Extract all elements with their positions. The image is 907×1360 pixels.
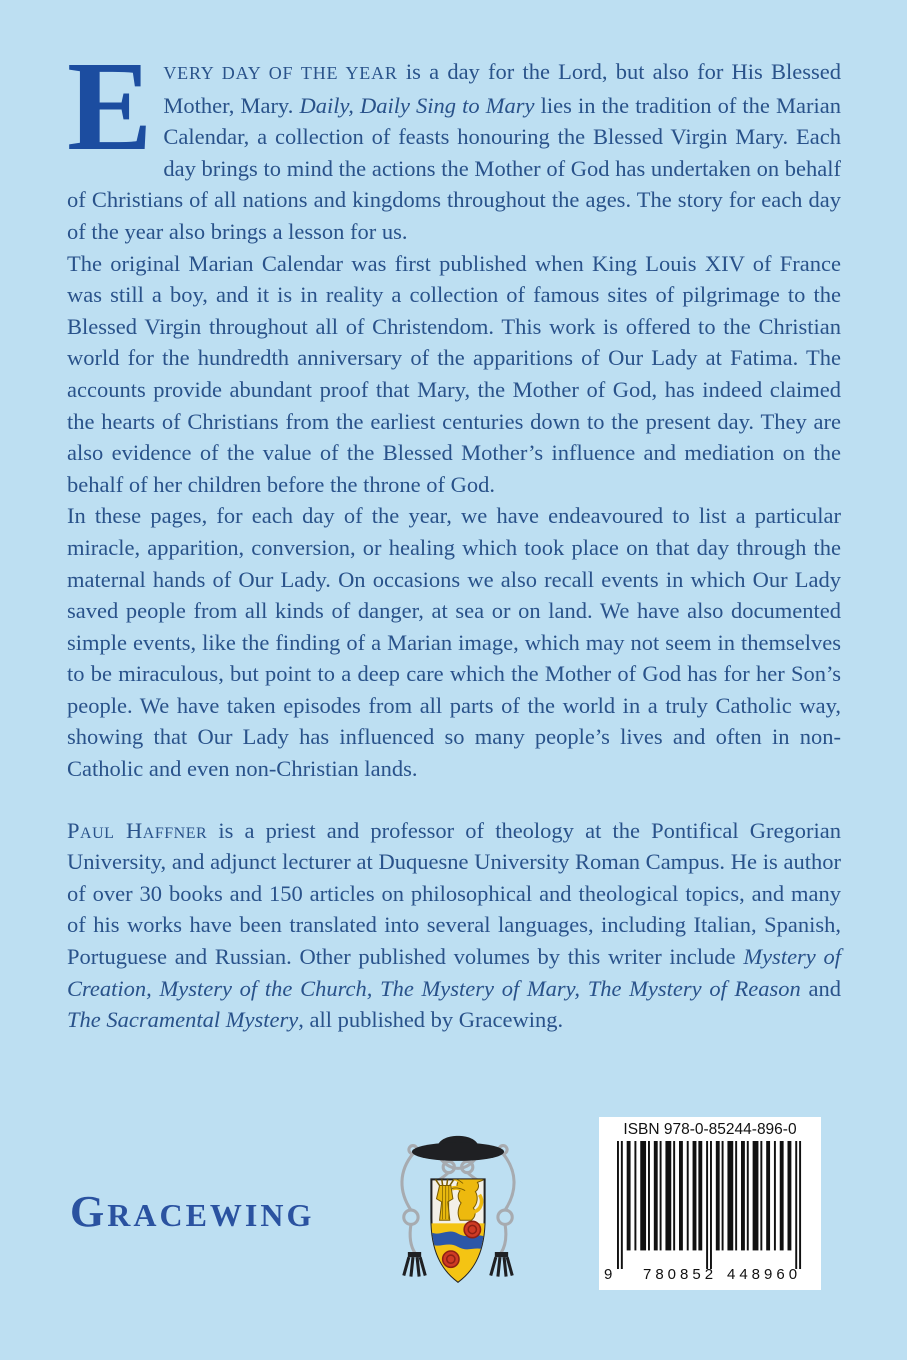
bishop-coat-of-arms-icon — [390, 1120, 526, 1296]
crest-cord-left — [402, 1154, 413, 1210]
crest-shield — [429, 1169, 486, 1285]
crest-cord-right — [503, 1154, 514, 1210]
blurb-paragraph-2: The original Marian Calendar was first published when King Louis XIV of France was still a boy, and it is in reality a collection of famous sites of pilgrimage to the Blessed Virgin throughout all of Christendom. This work is offered to the Christian world for the hundredth anniversary of the apparitions of Our Lady at Fatima. The accounts provide abundant proof that Mary, the Mother of God, has indeed claimed the hearts of Christians from the earliest centuries down to the present day. They are also evidence of the value of the Blessed Mother’s influence and mediation on the behalf of her children before the throne of God. — [67, 250, 841, 497]
isbn-number: ISBN 978-0-85244-896-0 — [623, 1121, 797, 1138]
blurb-paragraph-3: In these pages, for each day of the year, we have endeavoured to list a particular miracle, apparition, conversion, or healing which took place on that day through the maternal hands of Our Lady. On occasions we also recall events in which Our Lady saved people from all kinds of danger, at sea or on land. We have also documented simple events, like the finding of a Marian image, which may not seem in themselves to be miraculous, but point to a deep care which the Mother of God has for her Son’s people. We have taken episodes from all parts of the world in a truly Catholic way, showing that Our Lady has influenced so many people’s lives and often in non-Catholic and even non-Christian lands. — [67, 503, 841, 782]
barcode-digit-group: 448960 — [727, 1266, 802, 1283]
drop-cap: E — [67, 35, 153, 177]
barcode-bars-icon — [617, 1141, 803, 1269]
barcode-digit-group: 780852 — [643, 1266, 718, 1283]
paragraph-1-text: VERY DAY OF THE YEAR is a day for the Lord, but also for His Blessed Mother, Mary. Daily, Daily Sing to Mary lies in the tradition of the Marian Calendar, a collection of feasts honouring the Blessed Virgin Mary. Each day brings to mind the actions the Mother of God has undertaken on behalf of Christians of all nations and kingdoms throughout the ages. The story for each day of the year also brings a lesson for us. — [67, 59, 841, 244]
barcode-digit-group: 9 — [604, 1266, 613, 1283]
isbn-barcode — [599, 1117, 821, 1290]
blurb-text — [67, 35, 841, 1036]
author-bio: Paul Haffner is a priest and professor of theology at the Pontifical Gregorian University, and adjunct lecturer at Duquesne University Roman Campus. He is author of over 30 books and 150 articles on philosophical and theological topics, and many of his works have been translated into several languages, including Italian, Spanish, Portuguese and Russian. Other published volumes by this writer include Mystery of Creation, Mystery of the Church, The Mystery of Mary, The Mystery of Reason and The Sacramental Mystery, all published by Gracewing. — [67, 817, 841, 1033]
blurb-paragraph-1 — [67, 35, 841, 248]
publisher-logo: GRACEWING — [70, 1187, 315, 1236]
galero-hat-icon — [412, 1136, 504, 1161]
